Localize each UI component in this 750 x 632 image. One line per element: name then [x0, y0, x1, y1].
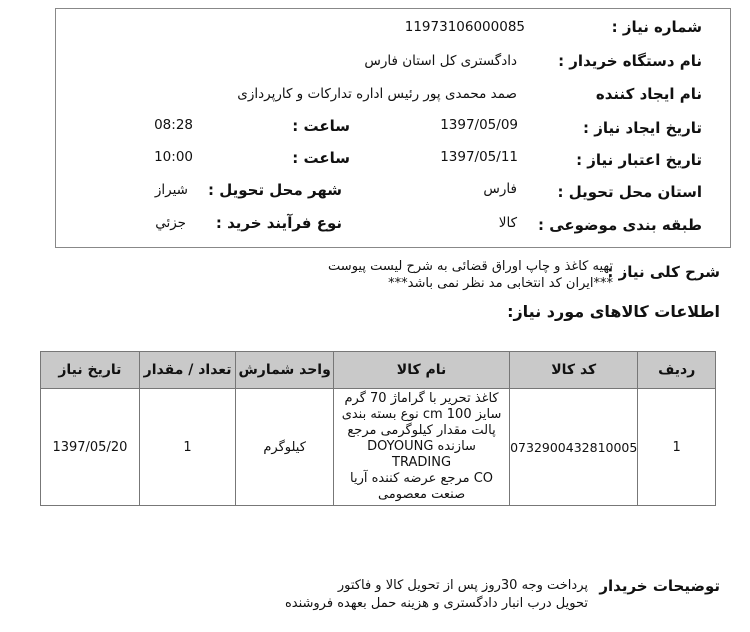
col-row-header: ردیف [638, 352, 716, 389]
delivery-city-value: شیراز [154, 182, 188, 198]
need-date-cell: 1397/05/20 [41, 389, 140, 506]
buyer-notes-label: توضیحات خریدار [599, 577, 720, 595]
created-date-label: تاریخ ایجاد نیاز : [583, 119, 702, 137]
delivery-province-value: فارس [483, 181, 517, 197]
table-row [41, 389, 716, 506]
delivery-province-label: استان محل تحویل : [557, 183, 702, 201]
buyer-notes-line1: پرداخت وجه 30روز پس از تحویل کالا و فاکتور [337, 578, 588, 593]
goods-code-cell: 0732900432810005 [510, 389, 638, 506]
goods-name-cell: کاغذ تحریر با گراماژ 70 گرم سایز cm 100 نوع بسته بندی پالت مقدار کیلوگرمی مرجع سازنده DOYOUNG TRADING CO مرجع عرضه کننده آریا صنعت معصومی [333, 389, 509, 506]
col-qty-header: تعداد / مقدار [139, 352, 236, 389]
delivery-city-label: شهر محل تحویل : [207, 181, 342, 199]
validity-date-value: 1397/05/11 [440, 149, 518, 165]
purchase-process-value: جزئي [155, 215, 186, 231]
validity-date-label: تاریخ اعتبار نیاز : [576, 151, 702, 169]
col-code-header: کد کالا [510, 352, 638, 389]
goods-table [40, 351, 716, 506]
general-desc-label: شرح کلی نیاز : [607, 263, 720, 281]
general-desc-line2: ***ایران کد انتخابی مد نظر نمی باشد*** [388, 276, 613, 291]
created-time-value: 08:28 [154, 117, 193, 133]
col-date-header: تاریخ نیاز [41, 352, 140, 389]
goods-section-title: اطلاعات کالاهای مورد نیاز: [507, 302, 720, 321]
need-info-panel [55, 8, 731, 248]
col-name-header: نام کالا [333, 352, 509, 389]
validity-time-value: 10:00 [154, 149, 193, 165]
creator-value: صمد محمدی پور رئیس اداره تدارکات و کارپردازی [237, 86, 517, 102]
buyer-notes-line2: تحویل درب انبار دادگستری و هزینه حمل بعهده فروشنده [284, 596, 588, 611]
row-number-cell: 1 [638, 389, 716, 506]
buyer-org-label: نام دستگاه خریدار : [558, 52, 702, 70]
created-date-value: 1397/05/09 [440, 117, 518, 133]
category-value: کالا [498, 215, 517, 231]
general-desc-line1: تهیه کاغذ و چاپ اوراق قضائی به شرح لیست پیوست [328, 259, 613, 274]
unit-cell: کیلوگرم [236, 389, 334, 506]
creator-label: نام ایجاد کننده [595, 85, 702, 103]
purchase-process-label: نوع فرآیند خرید : [215, 214, 342, 232]
buyer-org-value: دادگستری کل استان فارس [364, 53, 517, 69]
category-label: طبقه بندی موضوعی : [538, 216, 702, 234]
goods-table-header [41, 352, 716, 389]
need-number-value: 11973106000085 [404, 19, 525, 35]
need-number-label: شماره نیاز : [611, 18, 702, 36]
quantity-cell: 1 [139, 389, 236, 506]
validity-time-label: ساعت : [292, 149, 350, 167]
created-time-label: ساعت : [292, 117, 350, 135]
col-unit-header: واحد شمارش [236, 352, 334, 389]
